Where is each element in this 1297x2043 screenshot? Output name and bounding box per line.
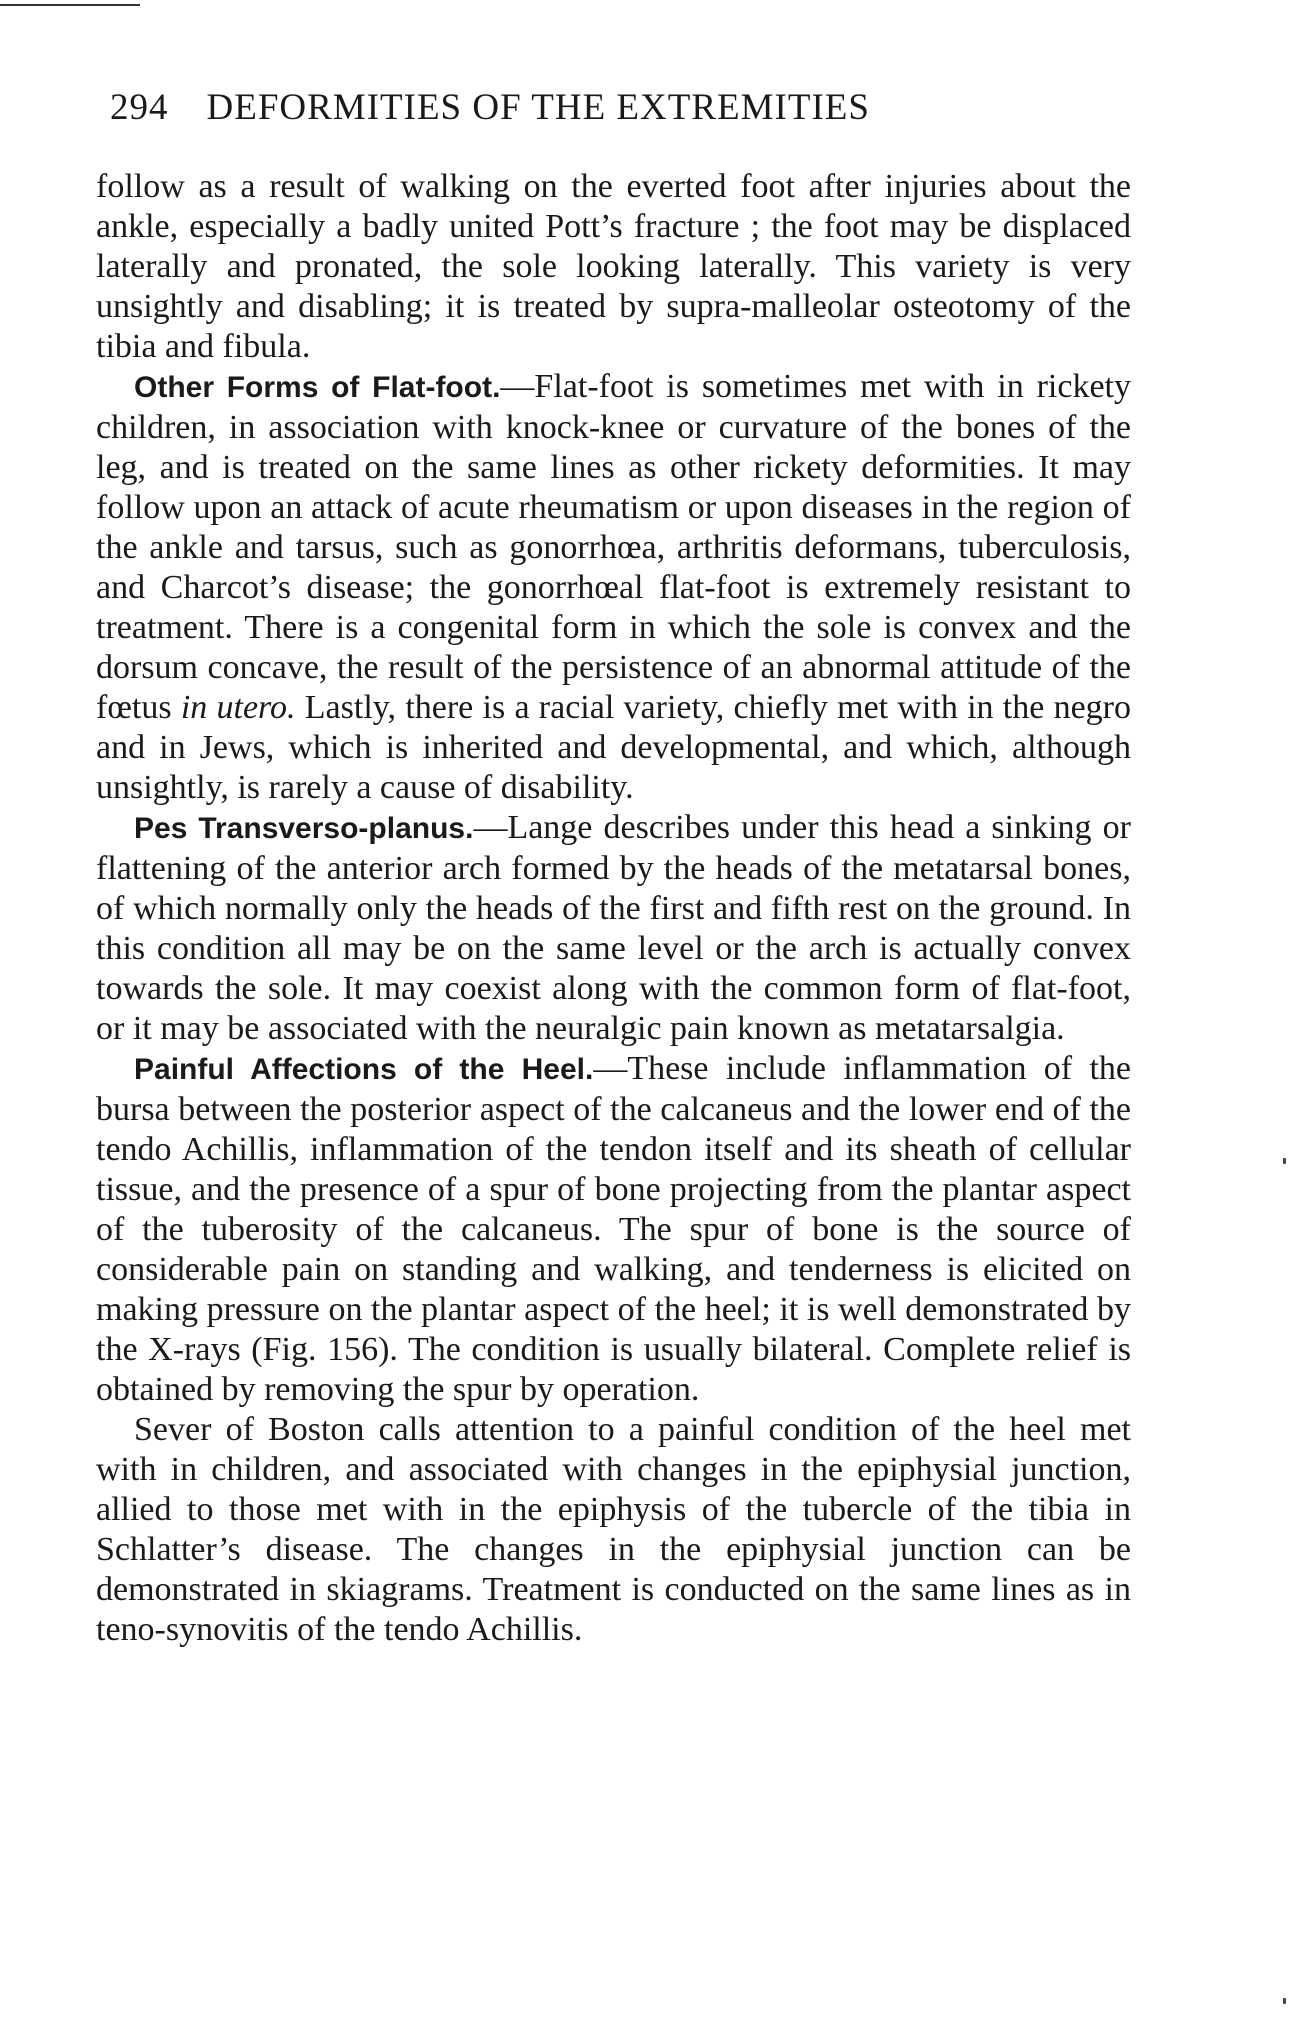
paragraph-sever-of-boston (96, 1410, 1131, 1650)
scan-edge-rule (0, 4, 140, 6)
paragraph-text: —Flat-foot is sometimes met with in rickety children, in association with knock-knee or curvature of the bones of the leg, and is treated on the same lines as other rickety deformities. It may follow upon an attack of acute rheumatism or upon diseases in the region of the ankle and tarsus, such as gonorrhœa, arthritis deformans, tuberculosis, and Charcot’s disease; the gonorrhœal flat-foot is extremely resistant to treatment. There is a congenital form in which the sole is convex and the dorsum concave, the result of the persistence of an abnormal attitude of the fœtus (96, 368, 1131, 726)
paragraph-pes-transverso-planus (96, 808, 1131, 1049)
section-heading: Other Forms of Flat-foot. (134, 371, 501, 404)
scan-speck (1283, 1998, 1286, 2004)
paragraph-text: —These include inflammation of the bursa between the posterior aspect of the calcaneus and the lower end of the tendo Achillis, inflammation of the tendon itself and its sheath of cellular tissue, and the presence of a spur of bone projecting from the plantar aspect of the tuberosity of the calcaneus. The spur of bone is the source of considerable pain on standing and walking, and tenderness is elicited on making pressure on the plantar aspect of the heel; it is well demonstrated by the X-rays (Fig. 156). The condition is usually bilateral. Complete relief is obtained by removing the spur by operation. (96, 1050, 1131, 1408)
page-number: 294 (110, 87, 169, 128)
paragraph-painful-affections-of-the-heel (96, 1049, 1131, 1410)
section-heading: Pes Transverso-planus. (134, 812, 474, 845)
paragraph-text: follow as a result of walking on the everted foot after injuries about the ankle, especially a badly united Pott’s fracture ; the foot may be displaced laterally and pronated, the sole looking laterally. This variety is very unsightly and disabling; it is treated by supra-malleolar osteotomy of the tibia and fibula. (96, 168, 1131, 365)
body-text (96, 167, 1131, 1650)
section-heading: Painful Affections of the Heel. (134, 1053, 594, 1086)
running-head (110, 86, 1131, 129)
italic-phrase: in utero. (180, 689, 296, 726)
paragraph-text: Sever of Boston calls attention to a painful condition of the heel met with in children, and associated with changes in the epiphysial junction, allied to those met with in the epiphysis of the tubercle of the tibia in Schlatter’s disease. The changes in the epiphysial junction can be demonstrated in skiagrams. Treatment is conducted on the same lines as in teno-synovitis of the tendo Achillis. (96, 1411, 1131, 1648)
paragraph-other-forms-of-flat-foot (96, 367, 1131, 808)
book-page (96, 86, 1131, 1650)
paragraph-text: —Lange describes under this head a sinking or flattening of the anterior arch formed by the heads of the metatarsal bones, of which normally only the heads of the first and fifth rest on the ground. In this condition all may be on the same level or the arch is actually convex towards the sole. It may coexist along with the common form of flat-foot, or it may be associated with the neuralgic pain known as metatarsalgia. (96, 809, 1131, 1047)
running-title: DEFORMITIES OF THE EXTREMITIES (206, 87, 870, 128)
paragraph-text-continued: Lastly, there is a racial variety, chiefly met with in the negro and in Jews, which is inherited and developmental, and which, although unsightly, is rarely a cause of disability. (96, 689, 1131, 806)
scan-speck (1283, 1158, 1286, 1164)
paragraph-continuation (96, 167, 1131, 367)
